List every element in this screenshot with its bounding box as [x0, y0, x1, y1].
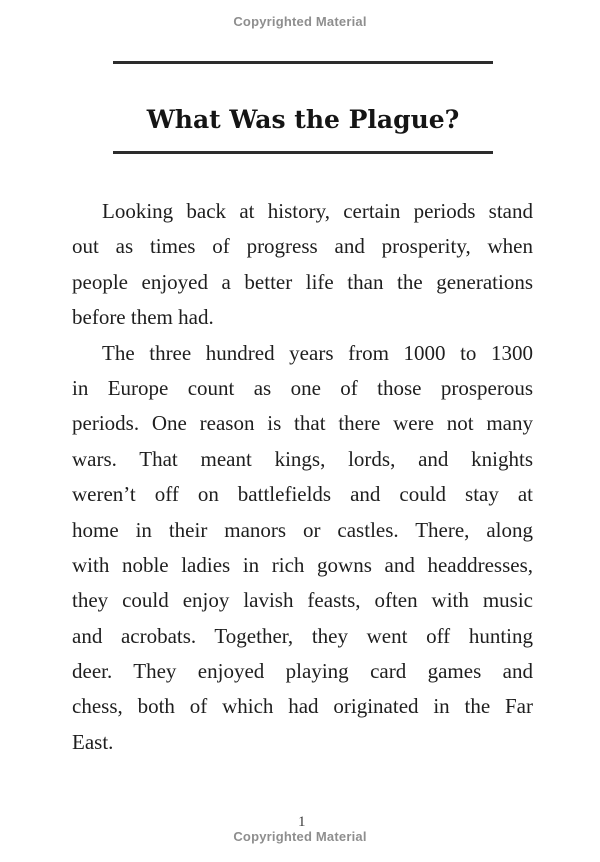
text-line: out as times of progress and prosperity, when — [72, 234, 533, 259]
chapter-title: What Was the Plague? — [146, 104, 460, 134]
page-number: 1 — [298, 814, 306, 830]
text-line: chess, both of which had originated in the Far — [72, 694, 533, 719]
text-line: The three hundred years from 1000 to 1300 — [102, 340, 533, 365]
copyright-watermark-top: Copyrighted Material — [233, 14, 367, 29]
title-divider-top — [113, 61, 493, 64]
text-line: and acrobats. Together, they went off hunting — [72, 623, 533, 648]
body-text — [72, 194, 533, 760]
title-divider-bottom — [113, 151, 493, 154]
text-line: wars. That meant kings, lords, and knights — [72, 446, 533, 471]
copyright-watermark-bottom: Copyrighted Material — [233, 829, 367, 844]
text-line: home in their manors or castles. There, along — [72, 517, 533, 542]
text-line: weren’t off on battlefields and could stay at — [72, 482, 533, 507]
text-line: East. — [72, 729, 114, 754]
text-line: before them had. — [72, 305, 214, 330]
text-line: Looking back at history, certain periods stand — [102, 199, 533, 223]
text-line: with noble ladies in rich gowns and headdresses, — [72, 552, 533, 577]
text-line: people enjoyed a better life than the generations — [72, 269, 533, 294]
text-line: in Europe count as one of those prosperous — [72, 375, 533, 400]
text-line: periods. One reason is that there were not many — [72, 411, 533, 436]
text-line: deer. They enjoyed playing card games and — [72, 659, 533, 684]
text-line: they could enjoy lavish feasts, often with music — [72, 588, 533, 613]
